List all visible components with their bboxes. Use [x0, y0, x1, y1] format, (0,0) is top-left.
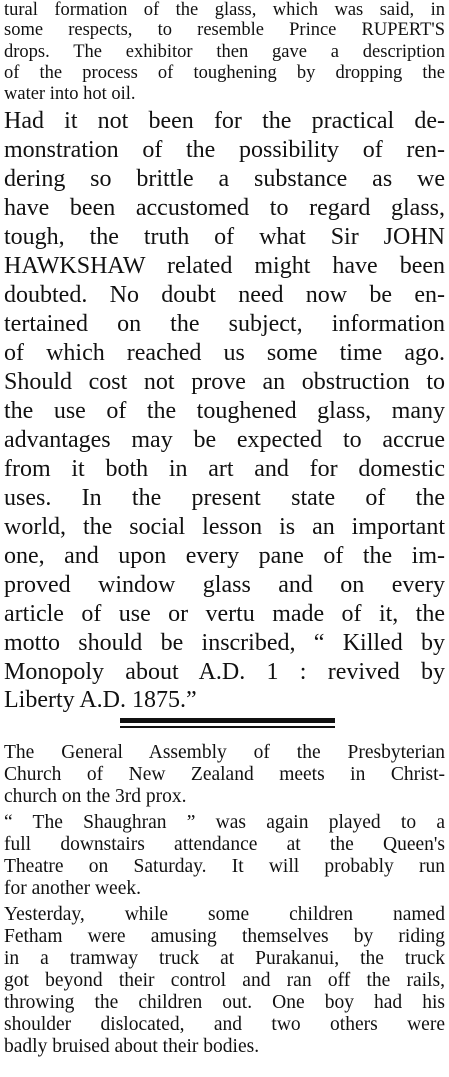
article-body-line: world, the social lesson is an important — [4, 514, 445, 540]
article-body-line: HAWKSHAW related might have been — [4, 253, 445, 279]
article-body-line: Had it not been for the practical de- — [4, 108, 445, 134]
article-body-line: motto should be inscribed, “ Killed by — [4, 630, 445, 656]
news-item-line: badly bruised about their bodies. — [4, 1036, 260, 1057]
news-item-line: Fetham were amusing themselves by riding — [4, 926, 445, 947]
section-divider-rule — [120, 716, 335, 730]
article-body-line: doubted. No doubt need now be en- — [4, 282, 445, 308]
article-body-line: proved window glass and on every — [4, 572, 445, 598]
article-body-line: Liberty A.D. 1875.” — [4, 687, 197, 713]
article-body-line: the use of the toughened glass, many — [4, 398, 445, 424]
article-intro-line: water into hot oil. — [4, 84, 136, 104]
article-body-line: tough, the truth of what Sir JOHN — [4, 224, 445, 250]
article-body-line: monstration of the possibility of ren- — [4, 137, 445, 163]
article-body-line: tertained on the subject, information — [4, 311, 445, 337]
news-item-line: in a tramway truck at Purakanui, the truck — [4, 948, 445, 969]
article-body-line: advantages may be expected to accrue — [4, 427, 445, 453]
news-item-line: full downstairs attendance at the Queen's — [4, 834, 445, 855]
news-item-line: shoulder dislocated, and two others were — [4, 1014, 445, 1035]
news-item-line: throwing the children out. One boy had his — [4, 992, 445, 1013]
article-body-line: uses. In the present state of the — [4, 485, 445, 511]
article-body-line: one, and upon every pane of the im- — [4, 543, 445, 569]
article-body-line: from it both in art and for domestic — [4, 456, 445, 482]
article-intro-line: some respects, to resemble Prince RUPERT'S — [4, 20, 445, 40]
news-item-line: Yesterday, while some children named — [4, 904, 445, 925]
article-intro-line: of the process of toughening by dropping the — [4, 63, 445, 83]
news-item-line: got beyond their control and ran off the rails, — [4, 970, 445, 991]
article-body-line: Should cost not prove an obstruction to — [4, 369, 445, 395]
news-item-line: Theatre on Saturday. It will probably run — [4, 856, 445, 877]
news-item-line: for another week. — [4, 878, 141, 899]
news-item-line: church on the 3rd prox. — [4, 786, 187, 807]
news-item-line: “ The Shaughran ” was again played to a — [4, 812, 445, 833]
article-body-line: of which reached us some time ago. — [4, 340, 445, 366]
article-body-line: dering so brittle a substance as we — [4, 166, 445, 192]
news-item-line: The General Assembly of the Presbyterian — [4, 742, 445, 763]
article-body-line: have been accustomed to regard glass, — [4, 195, 445, 221]
article-body-line: Monopoly about A.D. 1 : revived by — [4, 659, 445, 685]
news-item-line: Church of New Zealand meets in Christ- — [4, 764, 445, 785]
article-body-line: article of use or vertu made of it, the — [4, 601, 445, 627]
article-intro-line: tural formation of the glass, which was said, in — [4, 0, 445, 20]
article-intro-line: drops. The exhibitor then gave a description — [4, 42, 445, 62]
